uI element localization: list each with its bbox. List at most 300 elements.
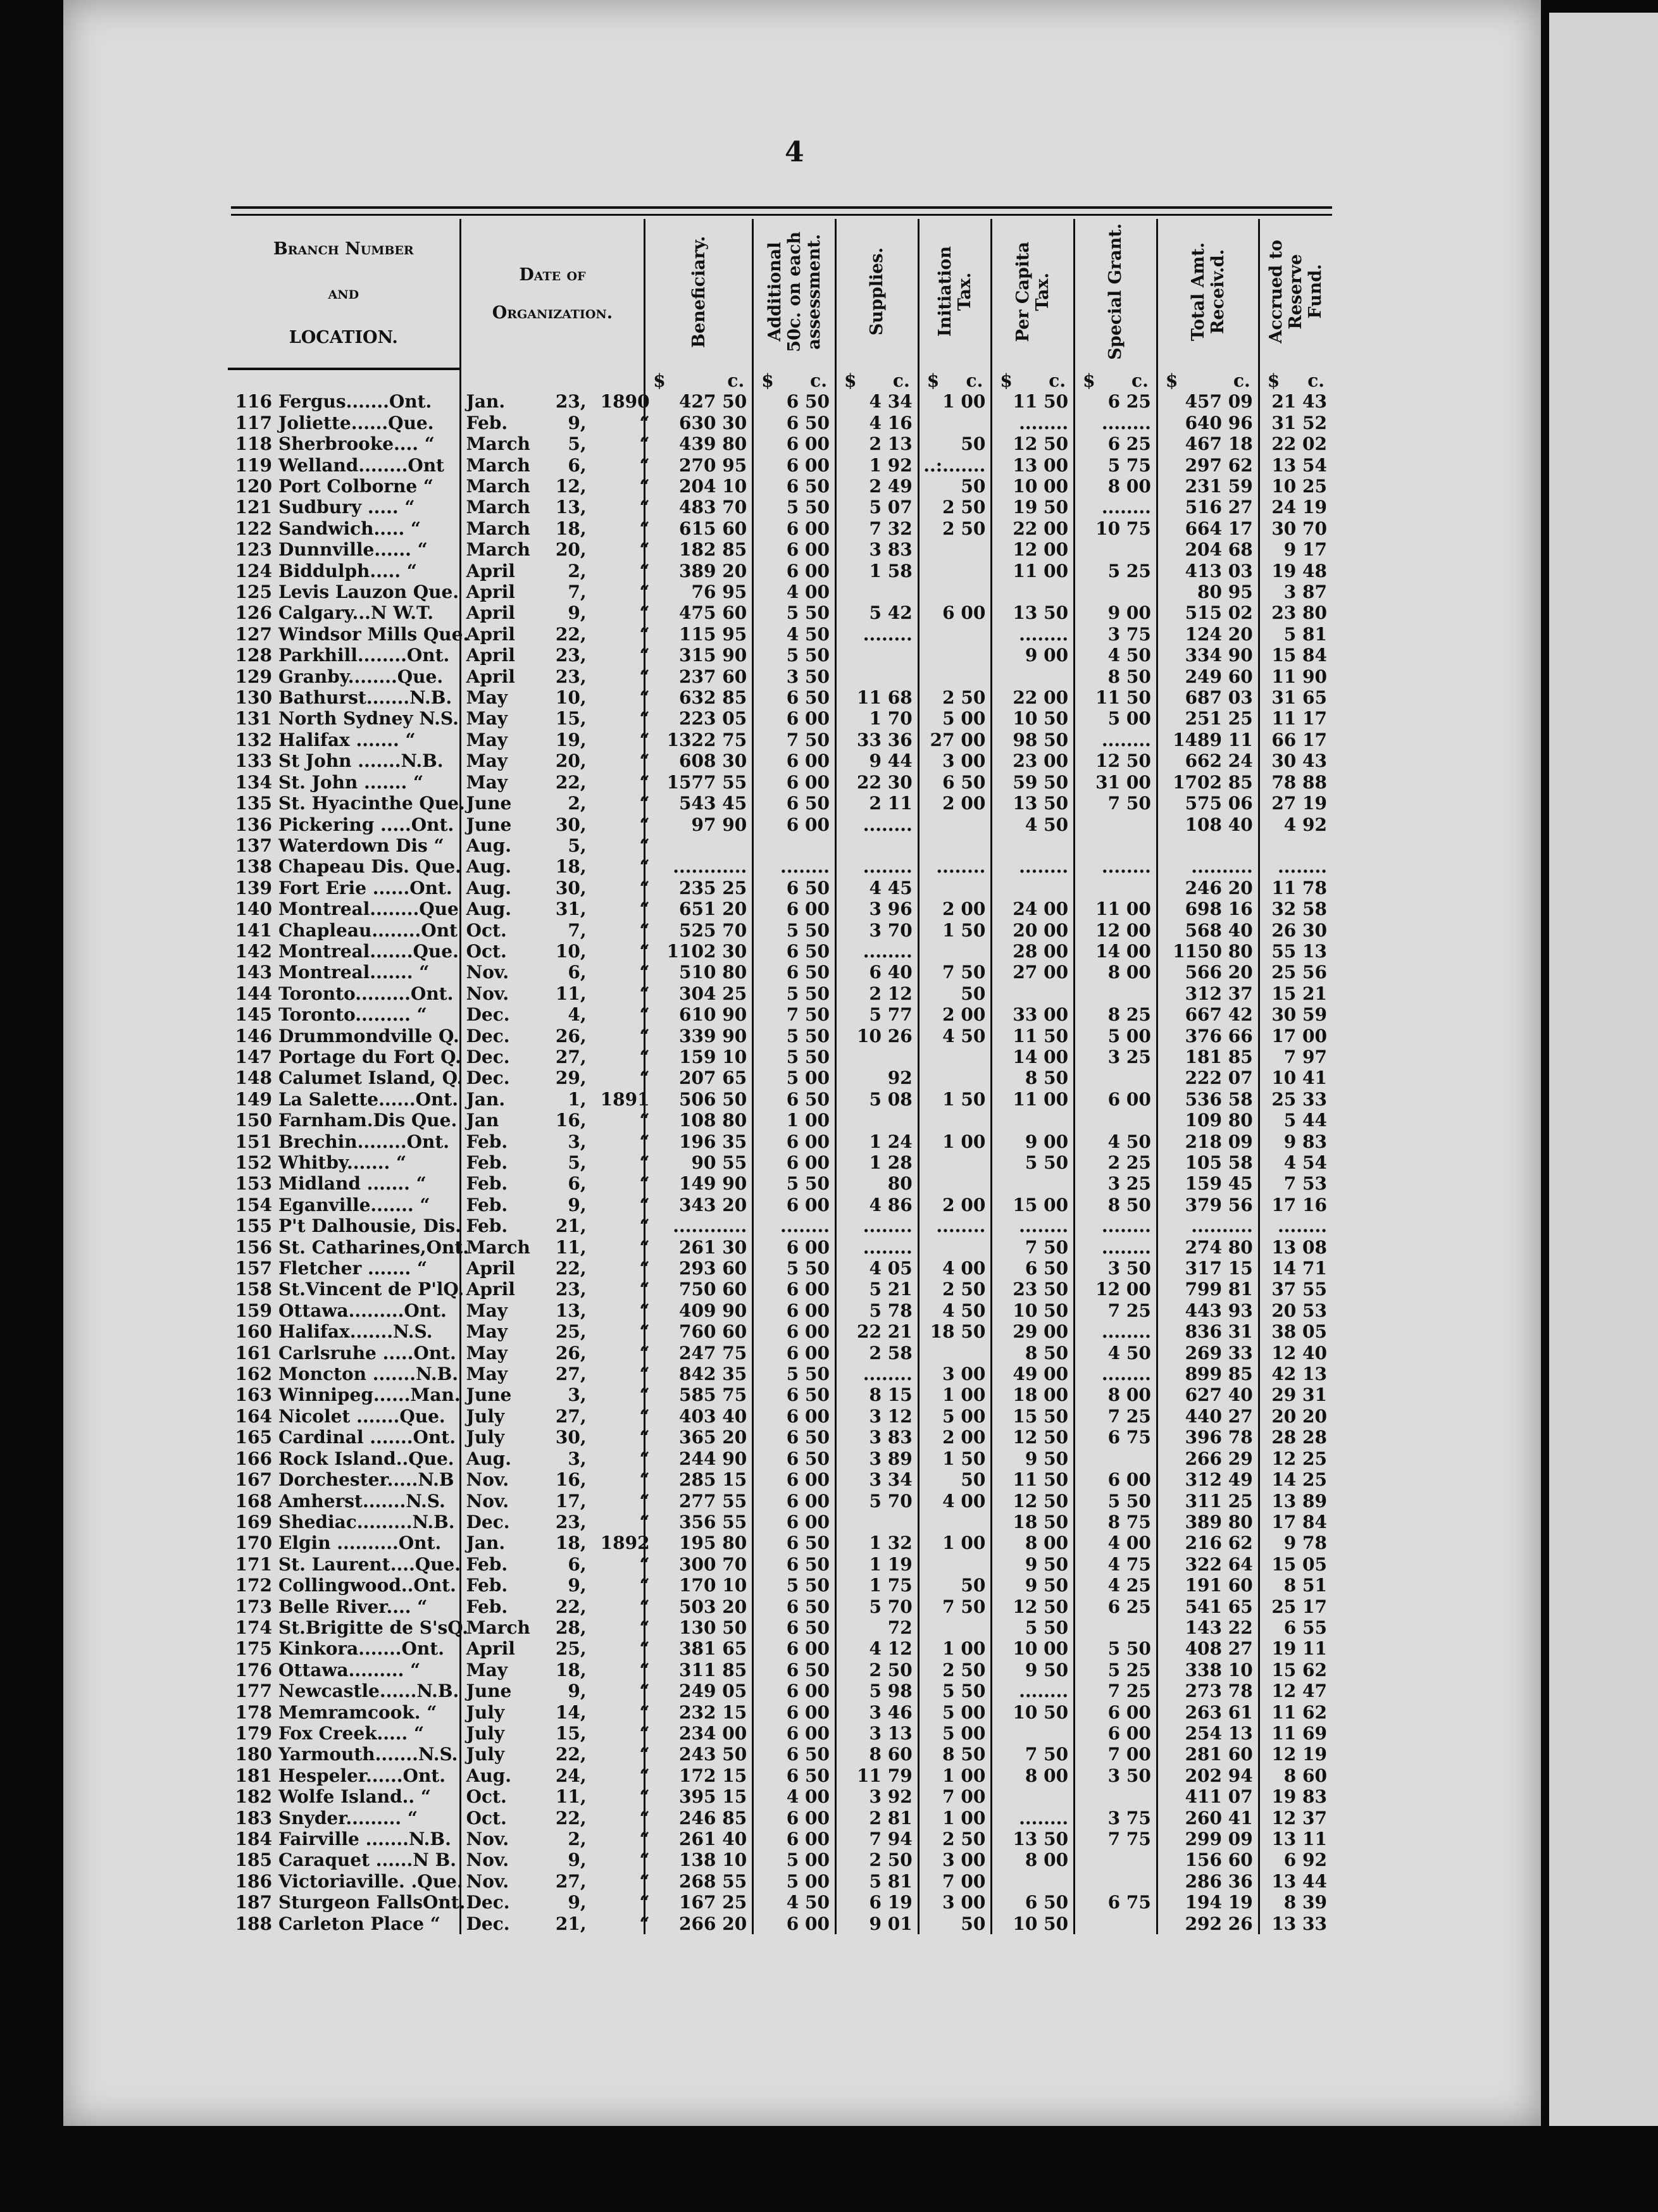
amount-cell-res: 19 83: [1271, 1786, 1327, 1808]
org-year: 1892: [600, 1532, 650, 1554]
branch-location: Carleton Place “: [278, 1913, 440, 1934]
amount-cell-sup: 1 58: [835, 561, 918, 581]
date-cell: [460, 962, 650, 983]
branch-cell: [228, 1004, 460, 1025]
org-year: “: [639, 602, 650, 624]
amount-cell-add: 5 00: [753, 1871, 836, 1892]
amount-cell-spe: 4 50: [1075, 645, 1157, 666]
org-day: 16,: [555, 1110, 587, 1131]
amount-cell-sup: 11 79: [835, 1765, 918, 1786]
amount-cell-per: 12 50: [992, 1427, 1075, 1448]
amount-cell-add: 6 50: [753, 793, 836, 814]
org-day: 3,: [568, 1384, 587, 1406]
org-year: “: [639, 539, 650, 561]
org-day: 22,: [555, 1807, 587, 1829]
org-year: “: [639, 1173, 650, 1195]
amount-cell-res: 7 97: [1283, 1046, 1327, 1067]
branch-location: Welland........Ont: [278, 454, 444, 476]
amount-cell-spe: 5 50: [1075, 1491, 1157, 1512]
amount-cell-res: 12 37: [1271, 1807, 1327, 1829]
date-cell: [460, 1722, 650, 1744]
table-row: [228, 983, 1332, 1004]
amount-cell-per: 5 50: [992, 1152, 1075, 1173]
unit-cell-sup: [835, 369, 918, 391]
amount-cell-spe: 3 25: [1075, 1173, 1157, 1194]
date-cell: [460, 729, 650, 750]
branch-cell: [228, 1554, 460, 1575]
branch-number: 164: [235, 1405, 272, 1427]
amount-cell-res: 30 59: [1271, 1004, 1327, 1026]
date-cell: [460, 1088, 650, 1110]
amount-cell-spe: ........: [1075, 730, 1157, 750]
cents-label: c.: [1307, 370, 1325, 391]
org-year: “: [639, 1364, 650, 1385]
branch-number: 145: [235, 1004, 272, 1026]
amount-cell-sup: 22 21: [835, 1321, 918, 1342]
amount-cell-add: 6 00: [753, 1131, 836, 1152]
dollar-sign: $: [1083, 370, 1095, 391]
amount-cell-ini: [918, 1152, 992, 1173]
org-year: “: [639, 1215, 650, 1237]
amount-cell-ini: ........: [918, 856, 992, 877]
amount-cell-spe: 6 75: [1075, 1892, 1157, 1913]
amount-cell-res: 12 47: [1271, 1681, 1327, 1702]
amount-cell-per: 9 50: [992, 1660, 1075, 1681]
amount-cell-spe: [1075, 539, 1157, 560]
branch-number: 128: [235, 645, 272, 666]
amount-cell-ben: 315 90: [645, 645, 753, 666]
date-cell: [460, 539, 650, 561]
org-day: 23,: [555, 666, 587, 687]
amount-cell-res: 9 83: [1283, 1131, 1327, 1152]
branch-cell: [228, 1067, 463, 1089]
org-day: 20,: [555, 539, 587, 561]
amount-cell-per: 13 50: [992, 793, 1075, 814]
amount-cell-res: 31 65: [1271, 687, 1327, 709]
branch-number: 187: [235, 1892, 272, 1913]
dollar-sign: $: [926, 370, 940, 391]
amount-cell-ini: [918, 413, 992, 433]
org-day: 26,: [555, 1025, 587, 1047]
amount-cell-per: 15 00: [992, 1195, 1075, 1215]
amount-cell-sup: 11 68: [835, 687, 918, 708]
top-rule-inner: [231, 214, 1332, 216]
date-cell: [460, 1469, 650, 1491]
amount-cell-tot: 312 49: [1157, 1469, 1259, 1490]
amount-cell-ini: 1 00: [918, 1638, 992, 1659]
org-month: July: [466, 1405, 505, 1427]
amount-cell-ini: 3 00: [918, 1892, 992, 1913]
amount-cell-sup: 5 78: [835, 1300, 918, 1321]
header-per-capita: [992, 219, 1075, 369]
branch-cell: [228, 898, 460, 919]
date-cell: [460, 1617, 650, 1638]
branch-location: Fox Creek..... “: [278, 1722, 425, 1744]
branch-cell: [228, 814, 460, 835]
org-month: May: [466, 750, 508, 772]
branch-cell: [228, 1448, 460, 1469]
branch-location: Fairville .......N.B.: [278, 1829, 451, 1850]
branch-number: 183: [235, 1807, 272, 1829]
amount-cell-spe: 6 00: [1075, 1089, 1157, 1110]
org-month: June: [466, 1681, 512, 1702]
cents-label: c.: [1131, 370, 1149, 391]
dollar-sign: $: [844, 370, 857, 391]
table-row: [228, 1195, 1332, 1215]
branch-location: Winnipeg......Man.: [278, 1384, 461, 1406]
org-year: “: [639, 1258, 650, 1279]
branch-cell: [228, 941, 460, 962]
branch-cell: [228, 1026, 460, 1047]
org-day: 22,: [555, 1596, 587, 1617]
table-row: [228, 878, 1332, 898]
amount-cell-add: 6 00: [753, 518, 836, 539]
amount-cell-ben: 300 70: [645, 1554, 753, 1575]
branch-cell: [228, 1258, 460, 1279]
branch-cell: [228, 1110, 460, 1131]
org-year: “: [639, 1300, 650, 1321]
amount-cell-sup: ........: [835, 941, 918, 962]
amount-cell-add: 6 00: [753, 1681, 836, 1701]
amount-cell-res: 11 69: [1271, 1722, 1327, 1744]
amount-cell-spe: 8 50: [1075, 1195, 1157, 1215]
amount-cell-sup: 5 08: [835, 1089, 918, 1110]
header-special-grant: [1075, 219, 1157, 369]
branch-cell: [228, 539, 460, 560]
amount-cell-spe: 4 00: [1075, 1532, 1157, 1553]
branch-cell: [228, 1660, 460, 1681]
amount-cell-tot: 281 60: [1157, 1744, 1259, 1765]
org-day: 26,: [555, 1342, 587, 1364]
org-month: Jan.: [466, 1088, 506, 1110]
amount-cell-res: 3 87: [1283, 581, 1327, 603]
amount-cell-ini: [918, 539, 992, 560]
amount-cell-tot: 194 19: [1157, 1892, 1259, 1913]
date-cell: [460, 1511, 650, 1532]
amount-cell-ben: 195 80: [645, 1532, 753, 1553]
amount-cell-per: [992, 983, 1075, 1004]
amount-cell-spe: 8 00: [1075, 1384, 1157, 1405]
amount-cell-tot: 143 22: [1157, 1617, 1259, 1638]
org-year: “: [639, 919, 650, 941]
amount-cell-tot: 202 94: [1157, 1765, 1259, 1786]
org-month: Nov.: [466, 983, 509, 1004]
amount-cell-res: 38 05: [1271, 1321, 1327, 1343]
org-year: “: [639, 1681, 650, 1702]
amount-cell-tot: 254 13: [1157, 1723, 1259, 1744]
org-year: “: [639, 1004, 650, 1026]
branch-location: Sudbury ..... “: [278, 497, 415, 518]
header-supplies-label: Supplies.: [867, 247, 887, 336]
amount-cell-tot: 273 78: [1157, 1681, 1259, 1701]
date-cell: [460, 687, 650, 709]
amount-cell-sup: 3 46: [835, 1702, 918, 1723]
branch-location: Bathurst.......N.B.: [278, 687, 452, 709]
amount-cell-sup: [835, 1110, 918, 1131]
amount-cell-per: [992, 666, 1075, 687]
amount-cell-res: 15 84: [1271, 645, 1327, 666]
amount-cell-ben: 270 95: [645, 455, 753, 476]
org-year: “: [639, 1807, 650, 1829]
branch-number: 169: [235, 1511, 272, 1532]
branch-number: 180: [235, 1744, 272, 1765]
org-month: July: [466, 1427, 505, 1448]
amount-cell-tot: 640 96: [1157, 413, 1259, 433]
org-month: May: [466, 771, 508, 793]
org-year: “: [639, 1849, 650, 1871]
branch-cell: [228, 730, 460, 750]
amount-cell-tot: 536 58: [1157, 1089, 1259, 1110]
org-year: “: [639, 666, 650, 687]
org-year: “: [639, 771, 650, 793]
amount-cell-ini: 1 50: [918, 1448, 992, 1469]
amount-cell-add: 6 50: [753, 413, 836, 433]
amount-cell-ben: 760 60: [645, 1321, 753, 1342]
amount-cell-ini: 2 00: [918, 898, 992, 919]
org-day: 18,: [555, 856, 587, 878]
unit-cell-ben: [645, 369, 753, 391]
org-month: Nov.: [466, 962, 509, 983]
amount-cell-res: 6 55: [1283, 1617, 1327, 1638]
amount-cell-per: 10 00: [992, 476, 1075, 497]
org-year: “: [639, 1384, 650, 1406]
table-row: [228, 1617, 1332, 1638]
amount-cell-add: 4 50: [753, 624, 836, 645]
org-day: 18,: [555, 518, 587, 539]
branch-location: Chapleau........Ont: [278, 919, 458, 941]
org-day: 9,: [568, 1849, 587, 1871]
amount-cell-res: 23 80: [1271, 602, 1327, 624]
amount-cell-ben: 268 55: [645, 1871, 753, 1892]
amount-cell-ini: 8 50: [918, 1744, 992, 1765]
amount-cell-tot: 457 09: [1157, 391, 1259, 412]
branch-number: 184: [235, 1829, 272, 1850]
amount-cell-ini: 7 50: [918, 1596, 992, 1617]
branch-number: 175: [235, 1638, 272, 1660]
amount-cell-sup: 1 32: [835, 1532, 918, 1553]
amount-cell-per: 5 50: [992, 1617, 1075, 1638]
amount-cell-ben: 167 25: [645, 1892, 753, 1913]
amount-cell-add: 5 50: [753, 920, 836, 941]
amount-cell-res: 20 20: [1271, 1405, 1327, 1427]
amount-cell-spe: [1075, 1448, 1157, 1469]
amount-cell-ini: [918, 1237, 992, 1258]
org-year: “: [639, 1321, 650, 1343]
header-beneficiary-label: Beneficiary.: [689, 235, 709, 348]
amount-cell-ini: 4 50: [918, 1026, 992, 1047]
amount-cell-ini: 1 50: [918, 1089, 992, 1110]
amount-cell-spe: [1075, 1617, 1157, 1638]
org-year: “: [639, 1765, 650, 1786]
branch-cell: [228, 391, 460, 412]
amount-cell-tot: 249 60: [1157, 666, 1259, 687]
org-day: 12,: [555, 476, 587, 497]
org-month: Nov.: [466, 1849, 509, 1871]
amount-cell-tot: 568 40: [1157, 920, 1259, 941]
amount-cell-sup: 2 49: [835, 476, 918, 497]
amount-cell-res: 8 51: [1283, 1575, 1327, 1596]
branch-number: 130: [235, 687, 272, 709]
table-row: [228, 602, 1332, 623]
amount-cell-ben: 237 60: [645, 666, 753, 687]
amount-cell-tot: 440 27: [1157, 1406, 1259, 1427]
org-year: “: [639, 412, 650, 433]
amount-cell-per: 10 50: [992, 708, 1075, 729]
amount-cell-per: 12 00: [992, 539, 1075, 560]
amount-cell-ben: 204 10: [645, 476, 753, 497]
amount-cell-tot: 322 64: [1157, 1554, 1259, 1575]
unit-row: [228, 369, 1332, 391]
org-year: “: [639, 708, 650, 730]
amount-cell-spe: 7 25: [1075, 1406, 1157, 1427]
amount-cell-sup: 1 92: [835, 455, 918, 476]
amount-cell-add: 3 50: [753, 666, 836, 687]
branch-number: 116: [235, 391, 272, 413]
amount-cell-ben: 632 85: [645, 687, 753, 708]
header-branch: [228, 219, 460, 369]
date-cell: [460, 1532, 650, 1554]
amount-cell-per: 8 00: [992, 1765, 1075, 1786]
date-cell: [460, 1553, 650, 1575]
amount-cell-ben: 196 35: [645, 1131, 753, 1152]
table-row: [228, 391, 1332, 412]
amount-cell-ben: 293 60: [645, 1258, 753, 1279]
branch-number: 148: [235, 1067, 272, 1089]
amount-cell-ben: ............: [645, 1215, 753, 1236]
table-row: [228, 1004, 1332, 1025]
amount-cell-sup: 4 86: [835, 1195, 918, 1215]
date-cell: [460, 1448, 650, 1469]
branch-number: 152: [235, 1152, 272, 1174]
date-cell: [460, 1194, 650, 1215]
amount-cell-spe: 14 00: [1075, 941, 1157, 962]
branch-number: 171: [235, 1553, 272, 1575]
org-day: 27,: [555, 1870, 587, 1892]
table-row: [228, 1702, 1332, 1723]
date-cell: [460, 1131, 650, 1152]
branch-cell: [228, 1047, 460, 1067]
amount-cell-spe: [1075, 1871, 1157, 1892]
org-day: 25,: [555, 1638, 587, 1660]
date-cell: [460, 560, 650, 581]
amount-cell-sup: 6 19: [835, 1892, 918, 1913]
branch-number: 147: [235, 1046, 272, 1067]
amount-cell-per: [992, 1173, 1075, 1194]
table-row: [228, 1849, 1332, 1870]
amount-cell-res: 11 90: [1271, 666, 1327, 687]
amount-cell-res: 21 43: [1271, 391, 1327, 413]
org-day: 30,: [555, 877, 587, 898]
amount-cell-spe: 12 00: [1075, 1279, 1157, 1300]
org-year: “: [639, 497, 650, 518]
amount-cell-ini: 2 00: [918, 793, 992, 814]
org-year: “: [639, 476, 650, 497]
amount-cell-per: 33 00: [992, 1004, 1075, 1025]
branch-number: 153: [235, 1173, 272, 1195]
amount-cell-ini: ........: [918, 1215, 992, 1236]
amount-cell-per: ........: [992, 1215, 1075, 1236]
amount-cell-sup: 6 40: [835, 962, 918, 983]
org-month: Oct.: [466, 1786, 507, 1808]
amount-cell-res: 20 53: [1271, 1300, 1327, 1321]
amount-cell-sup: 92: [835, 1067, 918, 1088]
amount-cell-tot: 376 66: [1157, 1026, 1259, 1047]
org-day: 3,: [568, 1448, 587, 1469]
branch-cell: [228, 1384, 460, 1405]
amount-cell-ini: 1 00: [918, 1765, 992, 1786]
org-year: “: [639, 1110, 650, 1131]
branch-cell: [228, 1491, 460, 1512]
amount-cell-spe: [1075, 1913, 1157, 1934]
amount-cell-sup: 8 15: [835, 1384, 918, 1405]
org-year: “: [639, 1046, 650, 1067]
amount-cell-res: 11 62: [1271, 1701, 1327, 1723]
amount-cell-per: 10 50: [992, 1702, 1075, 1723]
amount-cell-per: 11 00: [992, 1089, 1075, 1110]
branch-number: 124: [235, 560, 272, 581]
branch-location: Farnham.Dis Que.: [278, 1110, 458, 1131]
org-year: “: [639, 623, 650, 645]
amount-cell-ini: 1 50: [918, 920, 992, 941]
table-row: [228, 1786, 1332, 1807]
date-cell: [460, 1870, 650, 1892]
amount-cell-res: 13 11: [1271, 1829, 1327, 1850]
table-row: [228, 772, 1332, 793]
branch-number: 118: [235, 433, 272, 455]
amount-cell-add: 6 00: [753, 750, 836, 771]
branch-cell: [228, 1913, 460, 1934]
header-additional: [753, 219, 836, 369]
amount-cell-ini: 7 00: [918, 1786, 992, 1807]
unit-cell-tot: [1157, 369, 1259, 391]
table-row: [228, 1913, 1332, 1934]
amount-cell-ini: [918, 624, 992, 645]
branch-location: St. Hyacinthe Que.: [278, 793, 465, 814]
org-day: 6,: [568, 1173, 587, 1195]
amount-cell-spe: ........: [1075, 413, 1157, 433]
amount-cell-sup: 9 44: [835, 750, 918, 771]
amount-cell-ben: 608 30: [645, 750, 753, 771]
org-month: Jan.: [466, 1532, 506, 1554]
header-supplies: [835, 219, 918, 369]
amount-cell-spe: [1075, 814, 1157, 835]
amount-cell-add: 5 50: [753, 1173, 836, 1194]
org-day: 17,: [555, 1490, 587, 1512]
amount-cell-tot: 836 31: [1157, 1321, 1259, 1342]
amount-cell-tot: 411 07: [1157, 1786, 1259, 1807]
amount-cell-res: 30 70: [1271, 518, 1327, 539]
org-month: Aug.: [466, 835, 512, 856]
amount-cell-sup: 9 01: [835, 1913, 918, 1934]
branch-location: Montreal....... “: [278, 962, 430, 983]
amount-cell-sup: ........: [835, 1215, 918, 1236]
amount-cell-res: 15 62: [1271, 1659, 1327, 1681]
amount-cell-add: 7 50: [753, 1004, 836, 1025]
amount-cell-ini: [918, 666, 992, 687]
branch-cell: [228, 793, 465, 814]
amount-cell-add: 6 00: [753, 1321, 836, 1342]
amount-cell-add: ........: [753, 856, 836, 877]
amount-cell-sup: 1 19: [835, 1554, 918, 1575]
branch-location: St. John ....... “: [278, 771, 424, 793]
branch-cell: [228, 983, 460, 1004]
table-row: [228, 1047, 1332, 1067]
amount-cell-per: 18 00: [992, 1384, 1075, 1405]
org-month: March: [466, 1617, 530, 1638]
amount-cell-add: ........: [753, 1215, 836, 1236]
branch-cell: [228, 1702, 460, 1723]
org-month: April: [466, 602, 515, 624]
